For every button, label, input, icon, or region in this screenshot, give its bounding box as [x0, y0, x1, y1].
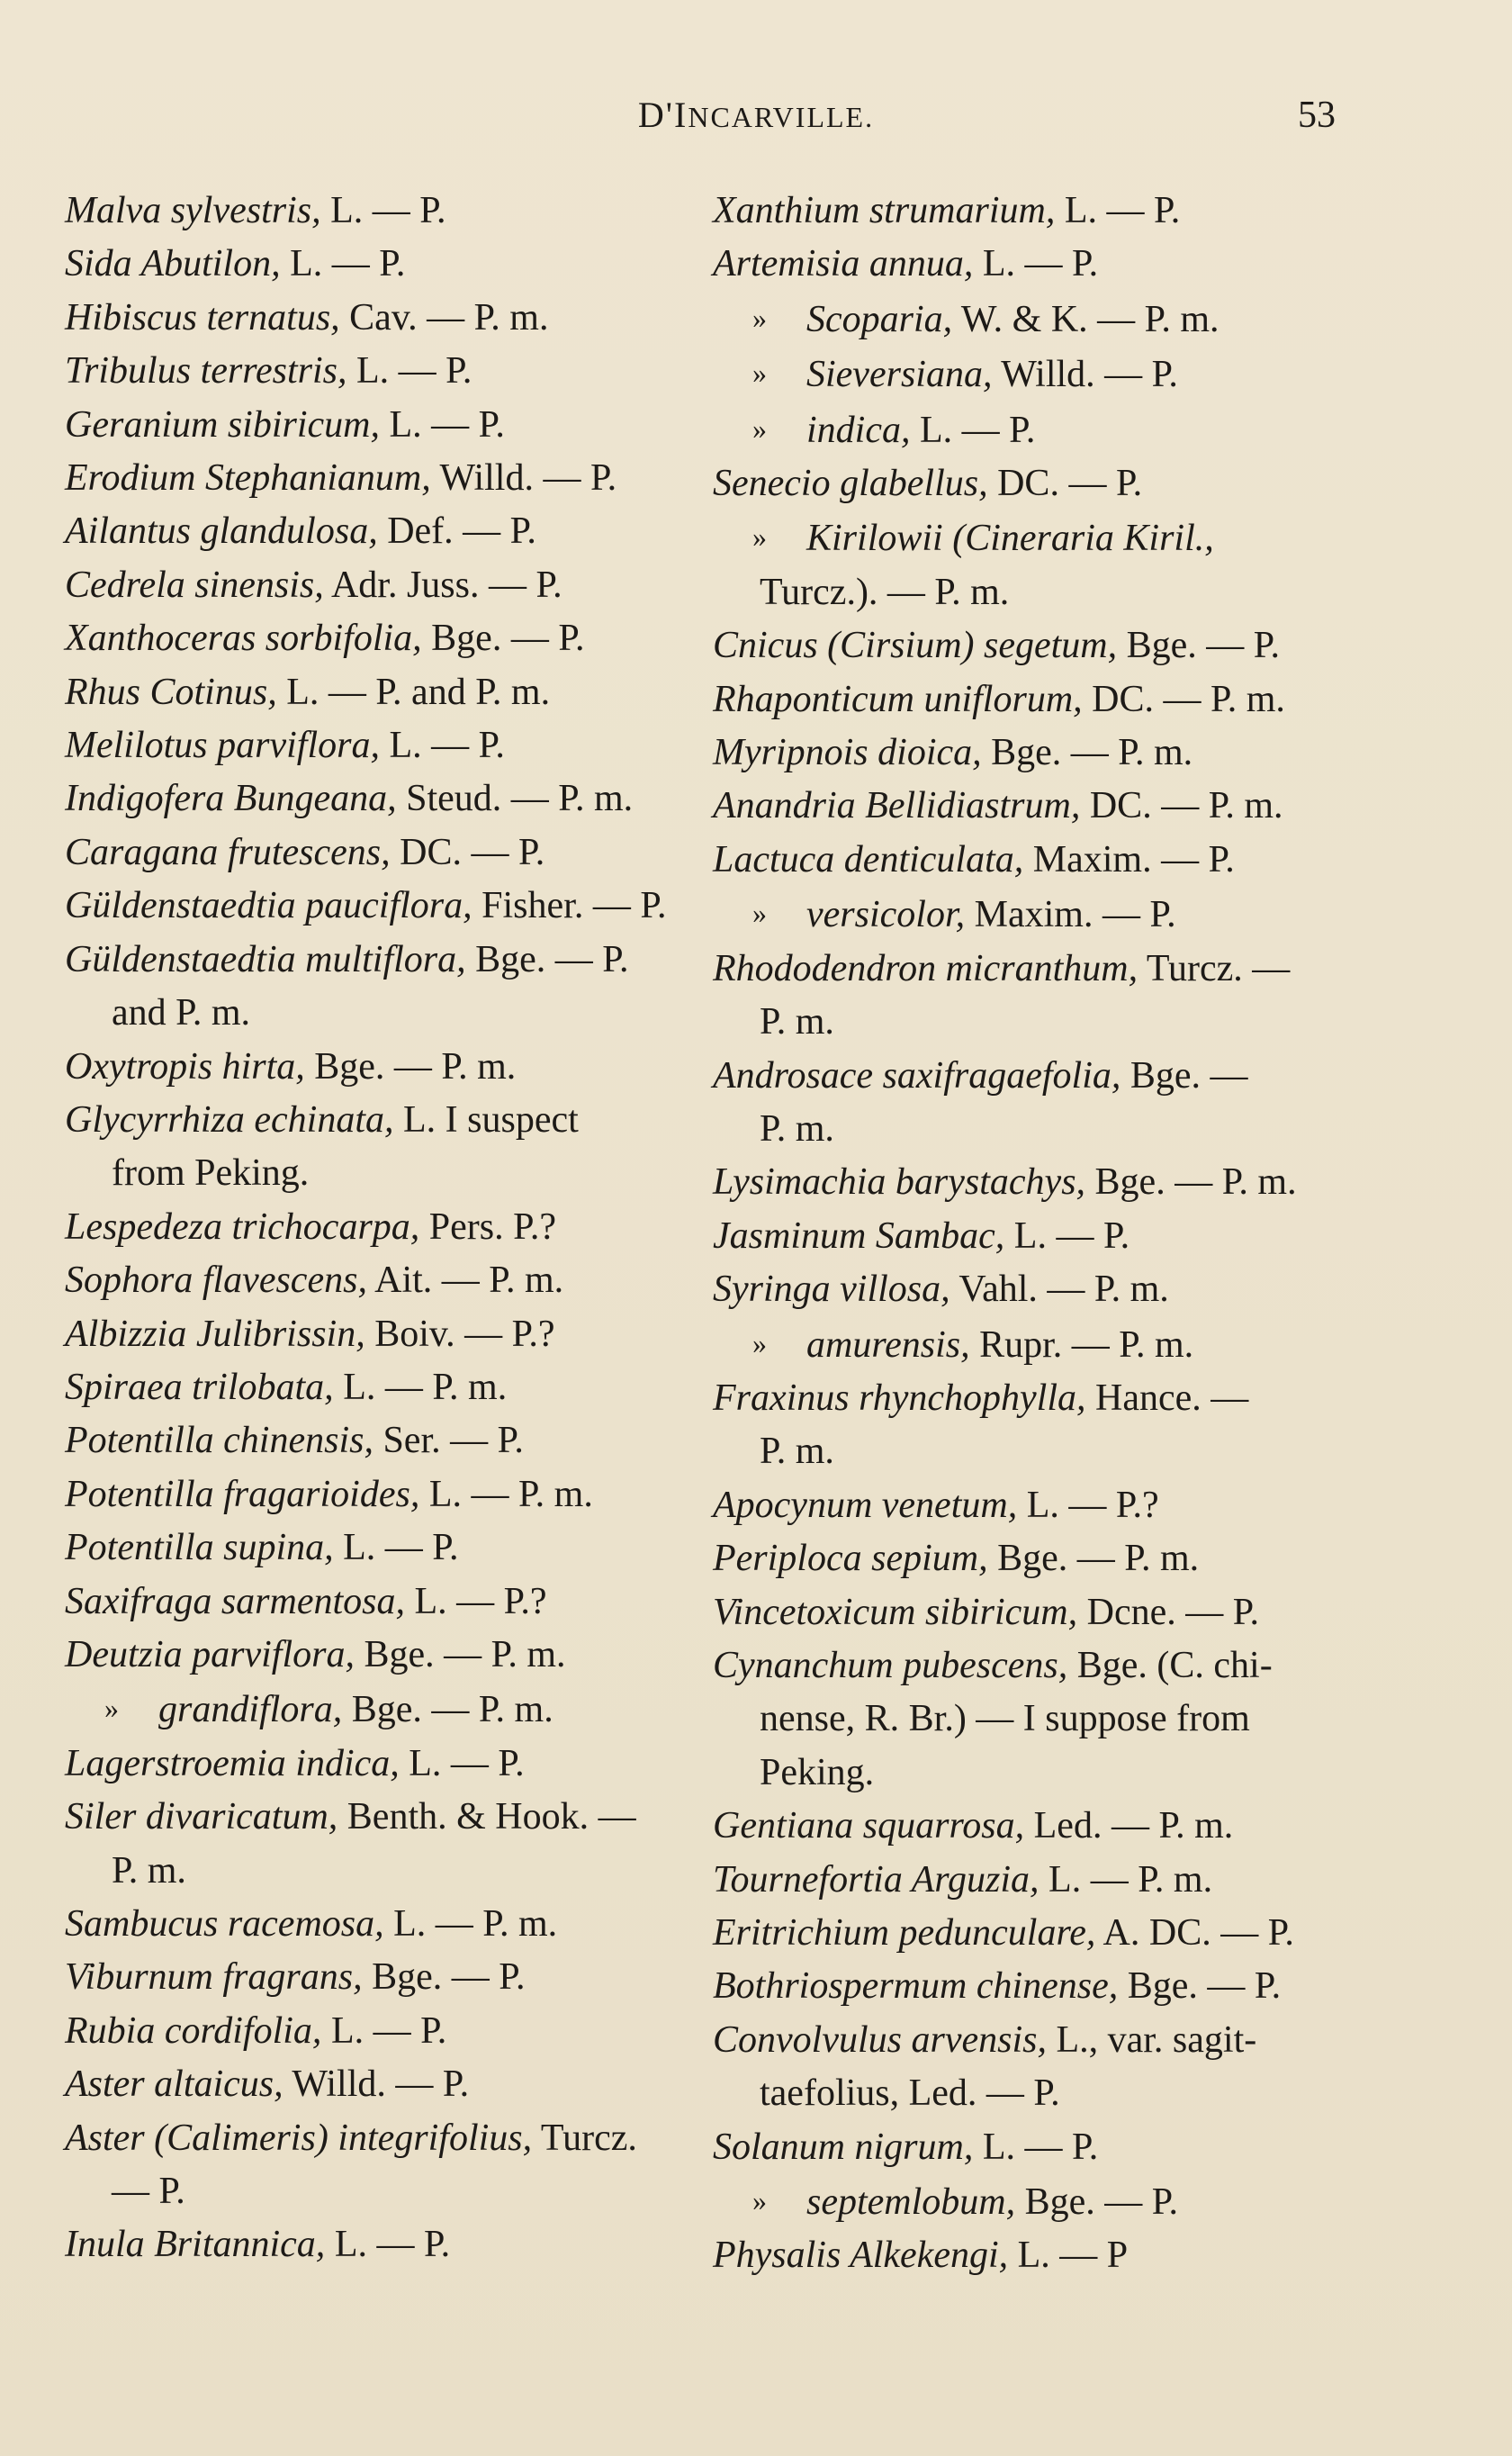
species-authority: L. — P. [973, 2126, 1099, 2168]
species-authority: Dcne. — P. [1077, 1591, 1259, 1633]
entry-continuation: P. m. [112, 1849, 186, 1892]
left-column [65, 185, 713, 2272]
species-entry [713, 1050, 1370, 1157]
species-authority: L. — P. [380, 725, 505, 767]
species-name: Spiraea trilobata, [65, 1366, 334, 1408]
species-authority: Cav. — P. m. [339, 296, 549, 339]
species-authority: L. — P. [1004, 1214, 1130, 1257]
entry-first-line [713, 679, 1285, 720]
species-name: Sambucus racemosa, [65, 1903, 384, 1945]
entry-first-line [713, 518, 1214, 559]
entry-first-line [713, 1592, 1259, 1633]
entry-first-line [713, 1324, 1193, 1366]
species-entry [65, 1041, 713, 1094]
species-name: Lactuca denticulata, [713, 838, 1024, 880]
entry-first-line [65, 2224, 450, 2265]
entry-first-line [713, 1859, 1212, 1901]
entry-first-line [65, 1527, 459, 1568]
entry-first-line [65, 939, 629, 980]
species-authority: Pers. P.? [419, 1205, 556, 1248]
species-name: Fraxinus rhynchophylla, [713, 1377, 1086, 1419]
species-authority: L. — P.? [405, 1580, 547, 1622]
species-entry [713, 185, 1370, 238]
species-entry [713, 1747, 1370, 1800]
entry-first-line [713, 732, 1192, 773]
species-name: Physalis Alkekengi, [713, 2235, 1009, 2277]
species-entry [65, 1201, 713, 1254]
entry-first-line [65, 1367, 507, 1408]
species-entry [65, 2218, 713, 2271]
species-authority: L. — P. [973, 243, 1099, 285]
species-entry [713, 510, 1370, 619]
species-name: Vincetoxicum sibiricum, [713, 1591, 1078, 1633]
species-entry [65, 1682, 713, 1737]
species-name: Bothriospermum chinense, [713, 1965, 1119, 2008]
species-name: Syringa villosa, [713, 1269, 950, 1311]
species-authority: Steud. — P. m. [396, 778, 634, 820]
entry-first-line [65, 243, 405, 284]
species-name: Cynanchum pubescens, [713, 1644, 1068, 1686]
species-name: Xanthoceras sorbifolia, [65, 618, 422, 660]
entry-first-line [713, 894, 1176, 935]
entry-first-line [713, 625, 1280, 666]
species-name: Convolvulus arvensis, [713, 2018, 1047, 2061]
entry-first-line [713, 1965, 1281, 2007]
ditto-mark: » [752, 301, 767, 334]
entry-first-line [65, 1474, 593, 1515]
entry-first-line [65, 2117, 637, 2159]
species-authority: L. — P. [325, 2224, 451, 2266]
entry-first-line [713, 354, 1178, 395]
species-name: Güldenstaedtia multiflora, [65, 938, 466, 980]
entry-first-line [713, 1538, 1199, 1579]
species-authority: L. — P. and P. m. [276, 671, 551, 713]
species-name: Xanthium strumarium, [713, 190, 1056, 231]
species-authority: Willd. — P. [430, 457, 617, 500]
species-authority: L. — P. [280, 243, 406, 285]
species-authority: L. — P. m. [1039, 1858, 1213, 1901]
species-name: Androsace saxifragaefolia, [713, 1054, 1121, 1097]
species-name: Viburnum fragrans, [65, 1956, 363, 1999]
species-name: Lysimachia barystachys, [713, 1161, 1086, 1204]
species-authority: L. — P. [399, 1742, 525, 1784]
species-authority: Led. — P. m. [1024, 1805, 1234, 1847]
species-authority: Bge. — P. [1118, 1965, 1282, 2008]
entry-first-line [65, 1260, 563, 1301]
species-name: Senecio glabellus, [713, 463, 988, 505]
species-authority: DC. — P. m. [1082, 678, 1285, 720]
entry-first-line [713, 2235, 1128, 2276]
species-name: Oxytropis hirta, [65, 1045, 305, 1088]
species-authority: L. — P. m. [383, 1903, 558, 1945]
species-authority: L. — P. [380, 403, 505, 446]
species-name: Sophora flavescens, [65, 1260, 367, 1302]
species-entry [65, 452, 713, 505]
species-entry [713, 1907, 1370, 1960]
species-name: Potentilla fragarioides, [65, 1473, 420, 1515]
species-authority: Willd. — P. [283, 2063, 470, 2106]
species-entry [713, 292, 1370, 347]
species-authority: Benth. & Hook. — [338, 1796, 636, 1838]
entry-continuation: P. m. [760, 1431, 834, 1473]
entry-first-line [713, 1161, 1297, 1203]
species-name: Cnicus (Cirsium) segetum, [713, 625, 1118, 667]
species-name: Scoparia, [806, 298, 953, 340]
species-name: Caragana frutescens, [65, 831, 391, 873]
species-entry [65, 772, 713, 826]
species-name: Artemisia annua, [713, 243, 974, 285]
species-authority: Ait. — P. m. [366, 1260, 564, 1302]
entry-first-line [713, 410, 1035, 451]
species-name: Sida Abutilon, [65, 243, 281, 285]
species-entry [65, 1629, 713, 1682]
entry-first-line [713, 785, 1283, 826]
species-name: Ailantus glandulosa, [65, 510, 378, 553]
entry-first-line [65, 832, 544, 873]
entry-first-line [65, 457, 616, 499]
entry-first-line [65, 190, 446, 231]
right-column [713, 185, 1370, 2283]
species-entry [713, 1156, 1370, 1209]
species-authority: L. I suspect [393, 1098, 579, 1141]
species-entry [65, 1791, 713, 1898]
species-entry [713, 1639, 1370, 1747]
species-authority: Maxim. — P. [965, 894, 1176, 936]
entry-continuation: Peking. [760, 1751, 875, 1793]
species-name: Kirilowii (Cineraria Kiril., [806, 518, 1214, 560]
species-entry [713, 457, 1370, 510]
species-name: Erodium Stephanianum, [65, 457, 431, 500]
species-authority: L. — P. m. [419, 1473, 593, 1515]
species-authority: Turcz. — [1138, 947, 1291, 989]
species-authority: L., var. sagit- [1046, 2018, 1257, 2061]
entry-first-line [713, 1805, 1233, 1847]
species-authority: Bge. — P. [1015, 2181, 1178, 2224]
entry-first-line [65, 725, 505, 766]
species-entry [713, 1317, 1370, 1372]
entry-first-line [713, 463, 1142, 504]
species-entry [65, 934, 713, 1041]
entry-first-line [713, 948, 1290, 989]
species-name: Potentilla chinensis, [65, 1420, 374, 1462]
entry-first-line [713, 2126, 1098, 2168]
species-entry [65, 399, 713, 452]
entry-first-line [65, 1903, 557, 1945]
species-entry [713, 943, 1370, 1050]
species-authority: Hance. — [1085, 1377, 1249, 1419]
species-entry [713, 1532, 1370, 1585]
species-name: Geranium sibiricum, [65, 403, 380, 446]
species-authority: Bge. — [1120, 1054, 1248, 1097]
running-head: D'INCARVILLE. [637, 95, 875, 135]
entry-continuation: taefolius, Led. — P. [760, 2072, 1060, 2115]
species-entry [713, 1800, 1370, 1853]
species-name: Tournefortia Arguzia, [713, 1858, 1040, 1901]
entry-first-line [65, 1099, 579, 1141]
entry-first-line [65, 618, 585, 659]
species-authority: Willd. — P. [992, 354, 1178, 396]
ditto-mark: » [752, 897, 767, 930]
species-authority: Bge. — P. [421, 618, 585, 660]
species-entry [713, 1854, 1370, 1907]
entry-first-line [65, 1634, 566, 1675]
species-name: Deutzia parviflora, [65, 1633, 355, 1675]
species-name: Glycyrrhiza echinata, [65, 1098, 394, 1141]
species-entry [713, 1960, 1370, 2013]
species-authority: L. — P [1008, 2235, 1129, 2277]
species-entry [65, 2112, 713, 2219]
species-authority: Boiv. — P.? [364, 1313, 555, 1355]
species-name: indica, [806, 409, 911, 451]
species-authority: DC. — P. [987, 463, 1143, 505]
species-entry [65, 2005, 713, 2058]
species-authority: Vahl. — P. m. [950, 1269, 1169, 1311]
species-entry [713, 727, 1370, 780]
entry-first-line [65, 1581, 547, 1622]
species-name: Aster altaicus, [65, 2063, 284, 2106]
species-entry [713, 2174, 1370, 2229]
entry-continuation: P. m. [760, 1001, 834, 1043]
species-entry [65, 1094, 713, 1201]
species-name: Hibiscus ternatus, [65, 296, 340, 339]
species-entry [65, 1254, 713, 1307]
entry-first-line [65, 778, 633, 819]
species-entry [713, 1372, 1370, 1479]
species-name: Apocynum venetum, [713, 1484, 1018, 1526]
species-entry [713, 619, 1370, 673]
species-name: Tribulus terrestris, [65, 350, 347, 393]
entry-first-line [65, 1689, 554, 1730]
species-entry [713, 1263, 1370, 1316]
species-name: Myripnois dioica, [713, 732, 982, 774]
species-entry [65, 612, 713, 665]
entry-first-line [65, 1956, 525, 1998]
species-entry [713, 238, 1370, 291]
species-authority: L. — P. [321, 2009, 447, 2052]
species-authority: Bge. — P. m. [355, 1633, 566, 1675]
species-entry [65, 1414, 713, 1467]
species-authority: Bge. — P. m. [304, 1045, 517, 1088]
entry-first-line [65, 1046, 516, 1088]
species-entry [65, 719, 713, 772]
species-name: Potentilla supina, [65, 1527, 334, 1569]
species-name: Saxifraga sarmentosa, [65, 1580, 405, 1622]
entry-first-line [65, 885, 667, 926]
species-entry [65, 292, 713, 345]
species-authority: L. — P. [346, 350, 472, 393]
species-name: Güldenstaedtia pauciflora, [65, 885, 472, 927]
entry-first-line [713, 243, 1098, 284]
species-entry [713, 887, 1370, 942]
species-authority: Ser. — P. [373, 1420, 524, 1462]
species-entry [65, 1576, 713, 1629]
entry-first-line [65, 1314, 555, 1355]
species-entry [65, 2058, 713, 2111]
species-name: grandiflora, [158, 1689, 343, 1731]
species-name: Gentiana squarrosa, [713, 1805, 1025, 1847]
species-entry [65, 1521, 713, 1575]
species-entry [713, 673, 1370, 727]
species-entry [713, 2014, 1370, 2121]
species-entry [713, 780, 1370, 833]
ditto-mark: » [752, 1326, 767, 1359]
species-entry [65, 559, 713, 612]
species-name: versicolor, [806, 894, 966, 936]
entry-first-line [65, 297, 548, 339]
species-entry [713, 2121, 1370, 2174]
species-name: Cedrela sinensis, [65, 564, 324, 606]
species-authority: L. — P. m. [333, 1366, 508, 1408]
species-authority: W. & K. — P. m. [952, 298, 1220, 340]
species-authority: DC. — P. [390, 831, 545, 873]
ditto-mark: » [752, 520, 767, 554]
species-authority: L. — P. [1055, 190, 1181, 231]
species-authority: Bge. — P. m. [342, 1689, 554, 1731]
species-entry [65, 666, 713, 719]
entry-continuation: from Peking. [112, 1152, 310, 1195]
entry-first-line [65, 1743, 525, 1784]
species-entry [65, 185, 713, 238]
ditto-mark: » [104, 1692, 119, 1725]
ditto-mark: » [752, 411, 767, 445]
entry-first-line [65, 404, 505, 446]
entry-first-line [713, 1215, 1130, 1257]
species-entry [65, 1308, 713, 1361]
entry-first-line [713, 1269, 1169, 1310]
species-name: Siler divaricatum, [65, 1796, 338, 1838]
species-entry [65, 1951, 713, 2004]
species-name: Rhaponticum uniflorum, [713, 678, 1083, 720]
species-entry [713, 1479, 1370, 1532]
species-authority: Bge. — P. m. [1085, 1161, 1297, 1204]
species-authority: L. — P. [910, 409, 1036, 451]
entry-first-line [713, 299, 1220, 340]
species-entry [713, 2229, 1370, 2282]
entry-first-line [65, 672, 550, 713]
species-name: Lagerstroemia indica, [65, 1742, 400, 1784]
species-name: Albizzia Julibrissin, [65, 1313, 365, 1355]
entry-continuation: Turcz.). — P. m. [760, 571, 1010, 613]
species-entry [65, 238, 713, 291]
entry-first-line [65, 350, 472, 392]
entry-first-line [713, 2019, 1256, 2061]
species-entry [65, 880, 713, 933]
entry-continuation: P. m. [760, 1107, 834, 1150]
species-name: Lespedeza trichocarpa, [65, 1205, 420, 1248]
species-authority: Fisher. — P. [472, 885, 667, 927]
species-entry [713, 1210, 1370, 1263]
entry-first-line [65, 510, 536, 552]
species-entry [713, 402, 1370, 457]
entry-first-line [713, 1377, 1248, 1419]
species-authority: A. DC. — P. [1095, 1912, 1294, 1954]
entry-first-line [713, 1912, 1294, 1954]
species-name: Rhus Cotinus, [65, 671, 277, 713]
species-entry [713, 347, 1370, 402]
entry-continuation: nense, R. Br.) — I suppose from [760, 1698, 1250, 1740]
page-number: 53 [1298, 95, 1336, 136]
species-name: Anandria Bellidiastrum, [713, 785, 1081, 827]
species-entry [65, 1361, 713, 1414]
species-authority: Bge. — P. m. [987, 1538, 1200, 1580]
species-name: Jasminum Sambac, [713, 1214, 1005, 1257]
species-name: Solanum nigrum, [713, 2126, 974, 2168]
species-name: septemlobum, [806, 2181, 1016, 2224]
species-entry [713, 834, 1370, 887]
species-name: Rhododendron micranthum, [713, 947, 1138, 989]
entry-first-line [65, 2010, 446, 2052]
entry-first-line [65, 2063, 469, 2105]
species-authority: L. — P.? [1017, 1484, 1159, 1526]
species-authority: Turcz. [532, 2117, 637, 2159]
entry-first-line [713, 190, 1180, 231]
species-authority: L. — P. [320, 190, 446, 231]
ditto-mark: » [752, 2184, 767, 2217]
species-authority: Bge. — P. [362, 1956, 526, 1999]
species-authority: Maxim. — P. [1023, 838, 1235, 880]
entry-first-line [713, 1055, 1248, 1097]
entry-first-line [713, 1485, 1159, 1526]
entry-first-line [65, 1420, 524, 1461]
species-entry [65, 1738, 713, 1791]
entry-continuation: and P. m. [112, 992, 251, 1034]
entry-first-line [713, 839, 1235, 880]
species-name: Periploca sepium, [713, 1538, 988, 1580]
entry-first-line [65, 1796, 636, 1837]
entry-first-line [713, 1645, 1273, 1686]
species-name: Eritrichium pedunculare, [713, 1912, 1096, 1954]
species-name: Melilotus parviflora, [65, 725, 380, 767]
species-authority: Bge. — P. [465, 938, 629, 980]
species-entry [65, 345, 713, 398]
species-authority: Adr. Juss. — P. [323, 564, 562, 606]
entry-first-line [713, 2181, 1178, 2223]
species-entry [65, 1898, 713, 1951]
species-name: Aster (Calimeris) integrifolius, [65, 2117, 533, 2159]
species-name: Inula Britannica, [65, 2224, 326, 2266]
species-authority: DC. — P. m. [1080, 785, 1283, 827]
entry-first-line [65, 1206, 556, 1248]
species-authority: Bge. — P. m. [981, 732, 1193, 774]
species-authority: Rupr. — P. m. [969, 1323, 1194, 1366]
species-name: Rubia cordifolia, [65, 2009, 322, 2052]
entry-continuation: — P. [112, 2171, 185, 2213]
species-authority: Bge. — P. [1117, 625, 1281, 667]
species-authority: L. — P. [333, 1527, 459, 1569]
page-header [0, 94, 1512, 148]
species-authority: Def. — P. [377, 510, 536, 553]
entry-first-line [65, 564, 562, 606]
species-entry [65, 505, 713, 558]
species-name: Malva sylvestris, [65, 190, 321, 231]
species-entry [713, 1586, 1370, 1639]
species-name: Sieversiana, [806, 354, 993, 396]
species-name: amurensis, [806, 1323, 970, 1366]
species-name: Indigofera Bungeana, [65, 778, 397, 820]
species-authority: Bge. (C. chi- [1067, 1644, 1273, 1686]
species-entry [65, 826, 713, 880]
species-entry [65, 1468, 713, 1521]
ditto-mark: » [752, 357, 767, 390]
